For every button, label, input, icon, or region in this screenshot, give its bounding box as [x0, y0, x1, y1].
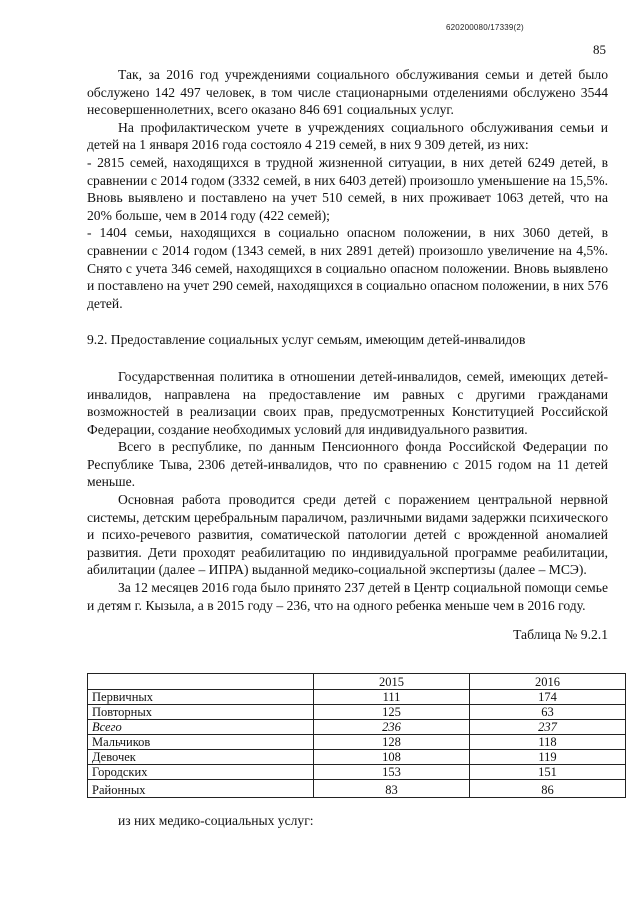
table-row	[88, 780, 626, 798]
table-header-label	[88, 674, 314, 690]
row-label: Девочек	[88, 750, 314, 765]
table-caption: Таблица № 9.2.1	[513, 627, 608, 643]
table-row	[88, 765, 626, 780]
row-label: Районных	[88, 780, 314, 798]
paragraph: На профилактическом учете в учреждениях социального обслуживания семьи и детей на 1 января 2016 года состояло 4 219 семей, в них 9 309 детей, из них:	[87, 119, 608, 153]
paragraph: За 12 месяцев 2016 года было принято 237 детей в Центр социальной помощи семье и детям г. Кызыла, а в 2015 году – 236, что на одного ребенка меньше чем в 2016 году.	[87, 580, 608, 613]
cell-2015: 153	[314, 765, 470, 780]
list-item: - 1404 семьи, находящихся в социально опасном положении, в них 3060 детей, в сравнении с 2014 годом (1343 семей, в них 2891 детей) произошло увеличение на 4,5%. Снято с учета 346 семей, находящихся в социально опасном положении. Вновь выявлено и поставлено на учет 290 семей, находящихся в социально опасном положении, в них 576 детей.	[87, 225, 608, 311]
paragraph: Так, за 2016 год учреждениями социального обслуживания семьи и детей было обслужено 142 497 человек, в том числе стационарными отделениями обслужено 3544 несовершеннолетних, всего оказано 846 691 социальных услуг.	[87, 67, 608, 118]
table-header-2016: 2016	[470, 674, 626, 690]
table-row	[88, 750, 626, 765]
cell-2016: 119	[470, 750, 626, 765]
cell-2016: 118	[470, 735, 626, 750]
table-row	[88, 690, 626, 705]
cell-2016: 86	[470, 780, 626, 798]
cell-2015: 111	[314, 690, 470, 705]
row-label: Первичных	[88, 690, 314, 705]
row-label: Повторных	[88, 705, 314, 720]
cell-2016: 151	[470, 765, 626, 780]
cell-2015: 236	[314, 720, 470, 735]
paragraph: Государственная политика в отношении детей-инвалидов, семей, имеющих детей-инвалидов, направлена на предоставление им равных с другими гражданами возможностей в реализации своих прав, предусмотренных Конституцией Российской Федерации, создание необходимых условий для индивидуального развития.	[87, 368, 608, 437]
row-label: Всего	[88, 720, 314, 735]
row-label: Городских	[88, 765, 314, 780]
paragraph: Всего в республике, по данным Пенсионного фонда Российской Федерации по Республике Тыва, 2306 детей-инвалидов, что по сравнению с 2015 годом на 11 детей меньше.	[87, 439, 608, 490]
closing-line: из них медико-социальных услуг:	[118, 813, 314, 828]
table-row-total	[88, 720, 626, 735]
page-number: 85	[593, 42, 606, 57]
cell-2015: 83	[314, 780, 470, 798]
list-item: - 2815 семей, находящихся в трудной жизненной ситуации, в них детей 6249 детей, в сравнении с 2014 годом (3332 семей, в них 6403 детей) произошло уменьшение на 15,5%. Вновь выявлено и поставлено на учет 510 семей, в них проживает 1063 детей, что на 20% больше, чем в 2014 году (422 семей);	[87, 154, 608, 223]
paragraph: Основная работа проводится среди детей с поражением центральной нервной системы, детским церебральным параличом, различными видами задержки психического и психо-речевого развития, соматической патологии детей с врожденной аномалией развития. Дети проходят реабилитацию по индивидуальной программе реабилитации, абилитации (далее – ИПРА) выданной медико-социальной экспертизы (далее – МСЭ).	[87, 492, 608, 578]
document-registration-number: 620200080/17339(2)	[446, 23, 524, 32]
table-row	[88, 735, 626, 750]
row-label: Мальчиков	[88, 735, 314, 750]
table-header-row	[88, 674, 626, 690]
document-body	[87, 66, 608, 658]
table-row	[88, 705, 626, 720]
cell-2016: 237	[470, 720, 626, 735]
section-heading: 9.2. Предоставление социальных услуг семьям, имеющим детей-инвалидов	[87, 332, 526, 348]
cell-2016: 63	[470, 705, 626, 720]
cell-2016: 174	[470, 690, 626, 705]
cell-2015: 125	[314, 705, 470, 720]
cell-2015: 128	[314, 735, 470, 750]
statistics-table	[87, 673, 626, 798]
table-header-2015: 2015	[314, 674, 470, 690]
cell-2015: 108	[314, 750, 470, 765]
